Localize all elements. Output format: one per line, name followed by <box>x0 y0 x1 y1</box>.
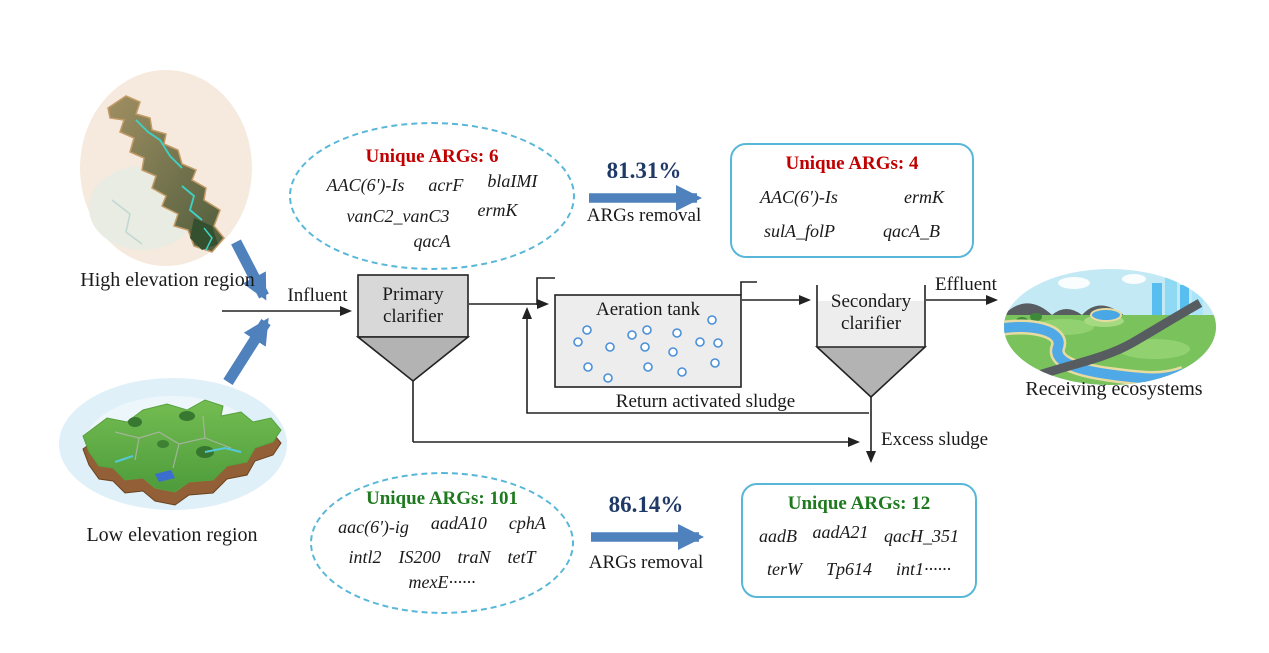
args-removal-label-high: ARGs removal <box>586 205 702 226</box>
panel-title: Unique ARGs: 101 <box>365 488 519 509</box>
gene: qacA_B <box>883 221 940 241</box>
gene: cphA <box>508 513 546 533</box>
return-activated-sludge-label: Return activated sludge <box>615 391 796 412</box>
panel-sludge-args-low <box>741 483 977 598</box>
secondary-clarifier-label: Secondary clarifier <box>830 291 912 334</box>
gene: mexE······ <box>408 572 476 592</box>
gene: acrF <box>428 175 464 195</box>
gene: traN <box>457 547 491 567</box>
high-elevation-region-label: High elevation region <box>80 269 255 291</box>
aeration-tank-label: Aeration tank <box>596 299 700 320</box>
primary-clarifier-label: Primary clarifier <box>382 284 444 327</box>
gene-row <box>312 572 572 593</box>
high-elevation-map-image <box>80 70 252 266</box>
panel-title: Unique ARGs: 6 <box>365 146 499 167</box>
gene: qacH_351 <box>884 526 959 546</box>
removal-percent-low: 86.14% <box>608 492 684 517</box>
aeration-tank-shape <box>537 278 757 387</box>
gene-row <box>743 522 975 547</box>
gene: ermK <box>904 187 944 207</box>
gene-row <box>291 231 573 252</box>
gene: aadA21 <box>812 522 869 542</box>
gene: AAC(6')-Is <box>326 175 405 195</box>
low-elevation-region-label: Low elevation region <box>86 524 258 546</box>
gene-row <box>291 171 573 196</box>
gene: intl2 <box>348 547 382 567</box>
gene: IS200 <box>398 547 441 567</box>
influent-label: Influent <box>287 285 348 306</box>
gene-row <box>732 221 972 242</box>
gene-row <box>732 187 972 208</box>
gene: AAC(6')-Is <box>760 187 838 207</box>
gene: Tp614 <box>825 559 872 579</box>
excess-sludge-label: Excess sludge <box>881 429 989 450</box>
gene: int1······ <box>895 559 951 579</box>
args-removal-label-low: ARGs removal <box>588 552 704 573</box>
gene-row <box>291 200 573 227</box>
gene: aadA10 <box>430 513 487 533</box>
gene: aadB <box>759 526 797 546</box>
panel-influent-args-high <box>289 122 575 270</box>
gene: terW <box>767 559 802 579</box>
gene: aac(6')-ig <box>338 517 409 537</box>
effluent-label: Effluent <box>935 274 997 295</box>
gene: ermK <box>477 200 518 220</box>
gene: vanC2_vanC3 <box>346 206 450 226</box>
panel-influent-args-low <box>310 472 574 614</box>
low-elevation-map-image <box>59 378 287 510</box>
gene: sulA_folP <box>764 221 835 241</box>
receiving-ecosystems-label: Receiving ecosystems <box>1025 378 1203 400</box>
gene: qacA <box>413 231 451 251</box>
panel-title: Unique ARGs: 12 <box>787 493 931 514</box>
influent-source-arrows <box>228 242 266 382</box>
gene-row <box>743 559 975 580</box>
gene-row <box>312 547 572 568</box>
gene: blaIMI <box>487 171 538 191</box>
removal-percent-high: 81.31% <box>606 158 682 183</box>
gene: tetT <box>507 547 536 567</box>
panel-effluent-args-high <box>730 143 974 258</box>
panel-title: Unique ARGs: 4 <box>785 153 919 174</box>
gene-row <box>312 513 572 538</box>
